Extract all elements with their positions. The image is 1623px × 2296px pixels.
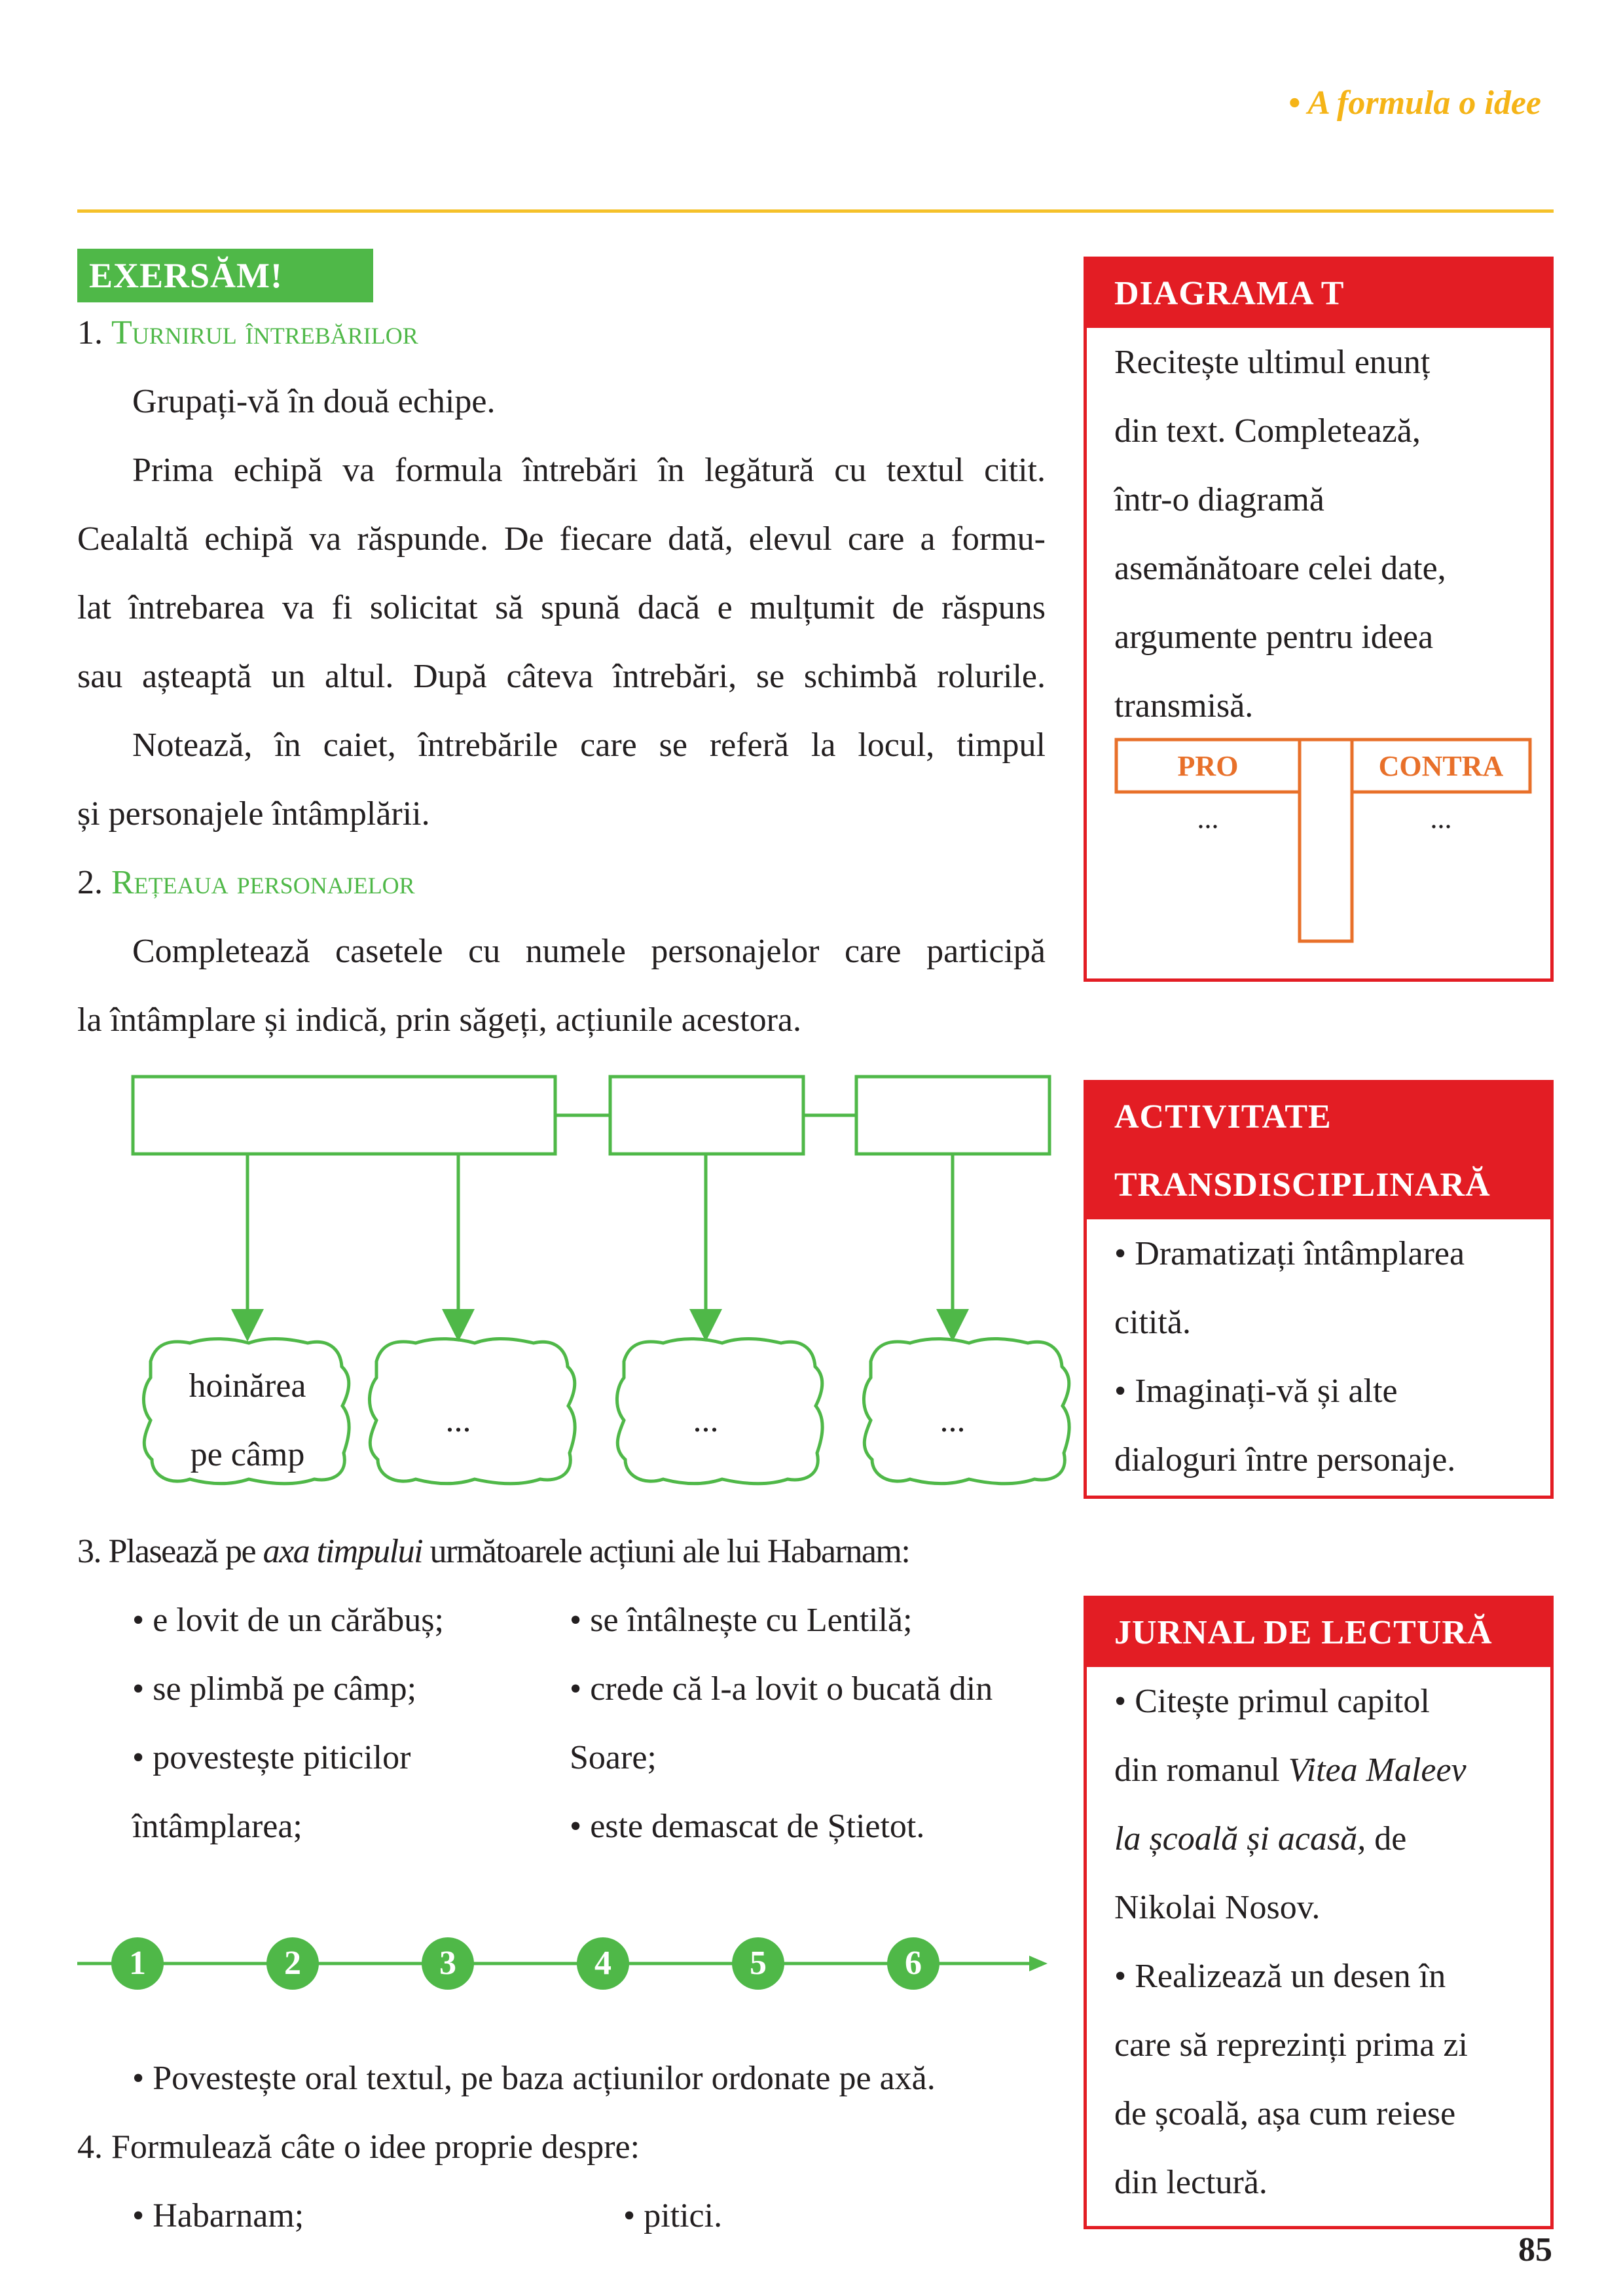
exercise-2-title: Rețeaua personajelor (111, 864, 415, 901)
action-item: • e lovit de un cărăbuș; (132, 1602, 444, 1639)
action-item: Soare; (570, 1739, 657, 1776)
cloud-text: ... (939, 1402, 966, 1439)
journal-line: • Citește primul capitol (1114, 1683, 1430, 1720)
journal-line: Nikolai Nosov. (1114, 1889, 1321, 1926)
journal-line: • Realizează un desen în (1114, 1958, 1446, 1995)
diagram-t-line: transmisă. (1114, 687, 1254, 725)
exercise-1-line: Notează, în caiet, întrebările care se referă la locul, timpul (132, 726, 1046, 764)
action-item: • se plimbă pe câmp; (132, 1670, 417, 1708)
exercise-1-paragraph-1: Grupați-vă în două echipe. (132, 383, 496, 420)
exercises-badge: EXERSĂM! (77, 249, 373, 302)
diagram-t-title: DIAGRAMA T (1087, 260, 1550, 328)
exercise-1-heading (77, 298, 418, 367)
journal-line (1114, 1736, 1550, 1804)
header-divider (77, 209, 1554, 213)
exercise-2-line: la întâmplare și indică, prin săgeți, acțiunile acestora. (77, 1001, 802, 1039)
cloud-text: ... (693, 1402, 719, 1439)
exercise-2-heading (77, 848, 415, 917)
timeline-node[interactable]: 2 (266, 1937, 319, 1990)
reading-journal-body (1087, 1667, 1550, 2217)
exercise-4-heading: 4. Formulează câte o idee proprie despre: (77, 2128, 640, 2166)
activity-line: dialoguri între personaje. (1114, 1441, 1456, 1479)
action-item: • se întâlnește cu Lentilă; (570, 1602, 913, 1639)
exercise-4-item: • Habarnam; (132, 2197, 304, 2234)
activity-body (1087, 1219, 1550, 1494)
pro-value[interactable]: ... (1197, 802, 1219, 834)
character-box[interactable] (856, 1077, 1049, 1154)
activity-box (1084, 1080, 1554, 1499)
cloud-text: hoinărea (189, 1367, 306, 1405)
journal-line-prefix: din romanul (1114, 1751, 1280, 1789)
diagram-t-line: asemănătoare celei date, (1114, 550, 1446, 587)
page-number: 85 (1518, 2231, 1552, 2269)
action-item: întâmplarea; (132, 1808, 302, 1845)
character-box[interactable] (610, 1077, 803, 1154)
exercise-2-line: Completează casetele cu numele personajelor care participă (132, 933, 1046, 970)
timeline-node[interactable]: 6 (887, 1937, 939, 1990)
reading-journal-box (1084, 1596, 1554, 2229)
book-title: Vitea Maleev (1288, 1751, 1467, 1789)
pro-label: PRO (1177, 750, 1239, 782)
diagram-t-body (1087, 328, 1550, 740)
activity-title-line: TRANSDISCIPLINARĂ (1114, 1166, 1491, 1204)
timeline-node[interactable]: 5 (732, 1937, 784, 1990)
exercise-3-suffix: următoarele acțiuni ale lui Habarnam: (429, 1533, 910, 1570)
exercise-1-line: Prima echipă va formula întrebări în legătură cu textul citit. (132, 452, 1046, 489)
exercise-1-line: lat întrebarea va fi solicitat să spună dacă e mulțumit de răspuns (77, 589, 1046, 626)
action-item: • crede că l-a lovit o bucată din (570, 1670, 993, 1708)
exercise-1-number: 1. (77, 314, 103, 351)
contra-value[interactable]: ... (1430, 802, 1452, 834)
diagram-t-line: din text. Completează, (1114, 412, 1421, 450)
activity-title-line: ACTIVITATE (1114, 1098, 1332, 1136)
action-item: • este demascat de Știetot. (570, 1808, 925, 1845)
exercise-3-heading (77, 1517, 909, 1586)
exercise-1-line: sau așteaptă un altul. După câteva întrebări, se schimbă rolurile. (77, 658, 1046, 695)
book-title: la școală și acasă, (1114, 1820, 1366, 1857)
retell-instruction: • Povestește oral textul, pe baza acțiunilor ordonate pe axă. (132, 2060, 936, 2097)
journal-line: din lectură. (1114, 2164, 1267, 2201)
journal-line: de școală, așa cum reiese (1114, 2095, 1456, 2132)
exercise-3-prefix: 3. Plasează pe (77, 1533, 256, 1570)
journal-line: care să reprezinți prima zi (1114, 2026, 1468, 2064)
timeline-node[interactable]: 1 (111, 1937, 164, 1990)
exercise-1-title: Turnirul întrebărilor (111, 314, 418, 351)
activity-title (1087, 1083, 1550, 1219)
section-title: • A formula o idee (1288, 84, 1541, 122)
exercise-1-line: și personajele întâmplării. (77, 795, 430, 833)
journal-line-suffix: de (1374, 1820, 1407, 1857)
timeline-node[interactable]: 4 (577, 1937, 629, 1990)
activity-line: citită. (1114, 1304, 1191, 1341)
journal-line (1114, 1804, 1550, 1873)
arrow-head-icon (1029, 1956, 1048, 1971)
timeline-node[interactable]: 3 (422, 1937, 474, 1990)
diagram-t-line: argumente pentru ideea (1114, 619, 1434, 656)
action-item: • povestește piticilor (132, 1739, 411, 1776)
cloud-text: pe câmp (190, 1436, 305, 1473)
activity-line: • Dramatizați întâmplarea (1114, 1235, 1465, 1272)
character-box[interactable] (133, 1077, 555, 1154)
exercise-2-number: 2. (77, 864, 103, 901)
exercise-3-emphasis: axa timpului (263, 1533, 423, 1570)
cloud-text: ... (445, 1402, 471, 1439)
diagram-t-line: într-o diagramă (1114, 481, 1324, 518)
reading-journal-title: JURNAL DE LECTURĂ (1087, 1599, 1550, 1667)
contra-label: CONTRA (1378, 750, 1504, 782)
diagram-t-line: Recitește ultimul enunț (1114, 344, 1431, 381)
activity-line: • Imaginați-vă și alte (1114, 1372, 1398, 1410)
exercise-4-item: • pitici. (623, 2197, 723, 2234)
exercise-1-line: Cealaltă echipă va răspunde. De fiecare dată, elevul care a formu- (77, 520, 1046, 558)
